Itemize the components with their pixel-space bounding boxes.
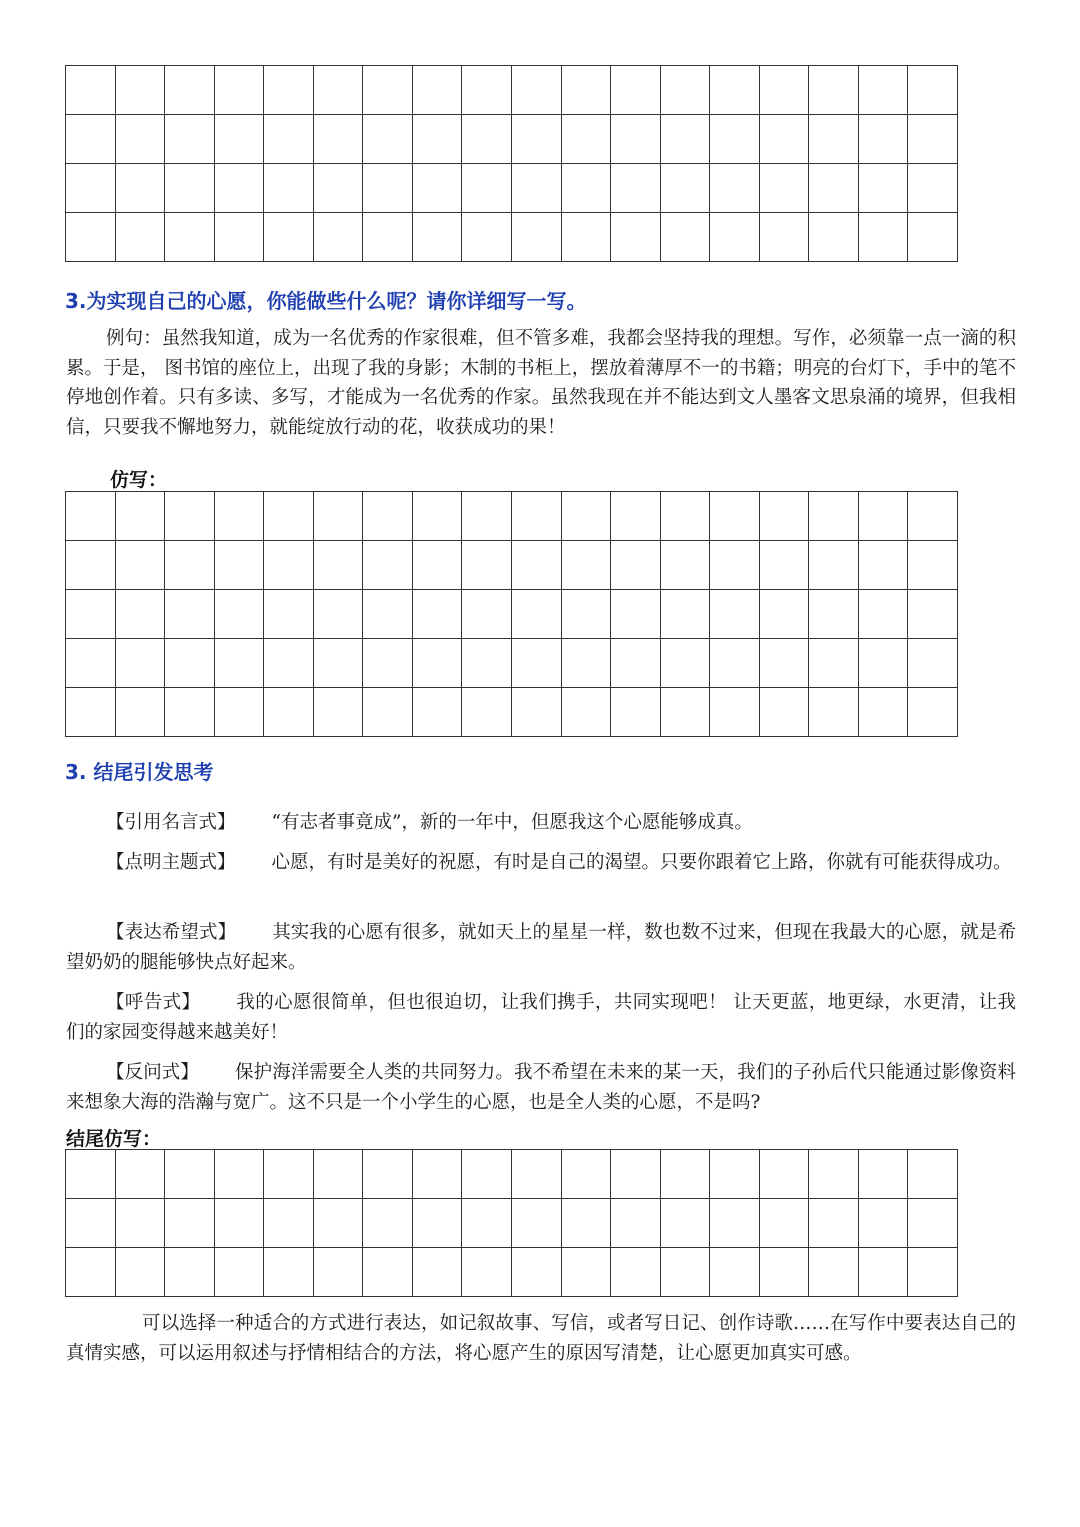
grid-cell[interactable]: [314, 164, 364, 213]
grid-cell[interactable]: [66, 1199, 116, 1248]
grid-cell[interactable]: [363, 1150, 413, 1199]
grid-cell[interactable]: [215, 1199, 265, 1248]
grid-cell[interactable]: [116, 164, 166, 213]
grid-cell[interactable]: [809, 688, 859, 737]
grid-cell[interactable]: [859, 213, 909, 262]
ending-example-tag: 【呼告式】: [106, 992, 201, 1013]
grid-cell[interactable]: [710, 213, 760, 262]
grid-cell[interactable]: [314, 590, 364, 639]
grid-cell[interactable]: [661, 164, 711, 213]
grid-cell[interactable]: [413, 213, 463, 262]
writing-grid-ending[interactable]: [65, 1149, 958, 1297]
grid-cell[interactable]: [215, 590, 265, 639]
section-heading-wish-action: 3.为实现自己的心愿，你能做些什么呢？请你详细写一写。: [65, 289, 587, 313]
grid-cell[interactable]: [314, 639, 364, 688]
grid-cell[interactable]: [314, 688, 364, 737]
grid-cell[interactable]: [710, 541, 760, 590]
grid-cell[interactable]: [116, 1199, 166, 1248]
grid-cell[interactable]: [859, 164, 909, 213]
grid-cell[interactable]: [363, 688, 413, 737]
grid-cell[interactable]: [215, 213, 265, 262]
grid-cell[interactable]: [363, 213, 413, 262]
grid-cell[interactable]: [859, 688, 909, 737]
grid-cell[interactable]: [661, 115, 711, 164]
grid-cell[interactable]: [413, 115, 463, 164]
grid-cell[interactable]: [314, 1199, 364, 1248]
grid-cell[interactable]: [165, 492, 215, 541]
grid-cell[interactable]: [116, 590, 166, 639]
grid-cell[interactable]: [710, 590, 760, 639]
grid-cell[interactable]: [512, 541, 562, 590]
grid-cell[interactable]: [363, 1199, 413, 1248]
grid-cell[interactable]: [413, 1248, 463, 1297]
grid-cell[interactable]: [165, 66, 215, 115]
grid-cell[interactable]: [611, 1150, 661, 1199]
grid-cell[interactable]: [165, 590, 215, 639]
grid-cell[interactable]: [462, 639, 512, 688]
grid-cell[interactable]: [66, 213, 116, 262]
ending-example-tag: 【点明主题式】: [106, 852, 236, 873]
grid-cell[interactable]: [413, 541, 463, 590]
grid-cell[interactable]: [363, 492, 413, 541]
grid-cell[interactable]: [215, 541, 265, 590]
grid-cell[interactable]: [661, 639, 711, 688]
grid-cell[interactable]: [809, 213, 859, 262]
grid-cell[interactable]: [512, 639, 562, 688]
grid-cell[interactable]: [562, 492, 612, 541]
grid-cell[interactable]: [264, 590, 314, 639]
grid-cell[interactable]: [809, 541, 859, 590]
grid-cell[interactable]: [264, 492, 314, 541]
grid-cell[interactable]: [512, 66, 562, 115]
grid-cell[interactable]: [314, 115, 364, 164]
grid-cell[interactable]: [462, 688, 512, 737]
grid-cell[interactable]: [462, 66, 512, 115]
grid-cell[interactable]: [562, 1199, 612, 1248]
grid-cell[interactable]: [908, 590, 958, 639]
grid-cell[interactable]: [314, 1150, 364, 1199]
grid-cell[interactable]: [908, 541, 958, 590]
grid-cell[interactable]: [363, 1248, 413, 1297]
grid-cell[interactable]: [760, 164, 810, 213]
grid-cell[interactable]: [66, 164, 116, 213]
grid-cell[interactable]: [165, 1199, 215, 1248]
grid-cell[interactable]: [462, 115, 512, 164]
grid-cell[interactable]: [215, 492, 265, 541]
grid-cell[interactable]: [66, 492, 116, 541]
ending-imitate-label: 结尾仿写：: [66, 1128, 162, 1150]
grid-cell[interactable]: [859, 590, 909, 639]
grid-cell[interactable]: [611, 115, 661, 164]
grid-cell[interactable]: [462, 590, 512, 639]
grid-cell[interactable]: [809, 115, 859, 164]
grid-cell[interactable]: [562, 639, 612, 688]
grid-cell[interactable]: [462, 1248, 512, 1297]
grid-cell[interactable]: [562, 688, 612, 737]
section-heading-ending: 3. 结尾引发思考: [65, 760, 214, 784]
grid-cell[interactable]: [165, 1248, 215, 1297]
grid-cell[interactable]: [611, 541, 661, 590]
grid-cell[interactable]: [413, 688, 463, 737]
grid-cell[interactable]: [611, 492, 661, 541]
grid-cell[interactable]: [116, 492, 166, 541]
ending-example-tag: 【反问式】: [106, 1062, 199, 1083]
grid-cell[interactable]: [661, 1199, 711, 1248]
grid-cell[interactable]: [760, 66, 810, 115]
ending-example-tag: 【引用名言式】: [106, 812, 236, 833]
grid-cell[interactable]: [908, 66, 958, 115]
grid-cell[interactable]: [661, 1150, 711, 1199]
grid-cell[interactable]: [264, 164, 314, 213]
grid-cell[interactable]: [264, 213, 314, 262]
grid-cell[interactable]: [562, 66, 612, 115]
grid-cell[interactable]: [809, 66, 859, 115]
grid-cell[interactable]: [66, 590, 116, 639]
grid-cell[interactable]: [462, 541, 512, 590]
grid-cell[interactable]: [710, 164, 760, 213]
grid-cell[interactable]: [760, 115, 810, 164]
grid-cell[interactable]: [512, 688, 562, 737]
grid-cell[interactable]: [859, 1150, 909, 1199]
grid-cell[interactable]: [363, 115, 413, 164]
grid-cell[interactable]: [760, 213, 810, 262]
grid-cell[interactable]: [611, 213, 661, 262]
grid-cell[interactable]: [165, 1150, 215, 1199]
grid-cell[interactable]: [760, 1248, 810, 1297]
grid-cell[interactable]: [859, 541, 909, 590]
grid-cell[interactable]: [760, 1199, 810, 1248]
grid-cell[interactable]: [66, 688, 116, 737]
grid-cell[interactable]: [165, 541, 215, 590]
grid-cell[interactable]: [661, 213, 711, 262]
grid-cell[interactable]: [264, 541, 314, 590]
grid-cell[interactable]: [611, 639, 661, 688]
grid-cell[interactable]: [264, 115, 314, 164]
grid-cell[interactable]: [363, 639, 413, 688]
grid-cell[interactable]: [66, 541, 116, 590]
grid-cell[interactable]: [363, 541, 413, 590]
grid-cell[interactable]: [215, 66, 265, 115]
grid-cell[interactable]: [809, 590, 859, 639]
ending-example-text: 心愿，有时是美好的祝愿，有时是自己的渴望。只要你跟着它上路，你就有可能获得成功。: [271, 852, 1012, 873]
grid-cell[interactable]: [710, 492, 760, 541]
grid-cell[interactable]: [116, 213, 166, 262]
grid-cell[interactable]: [760, 688, 810, 737]
grid-cell[interactable]: [760, 1150, 810, 1199]
grid-cell[interactable]: [165, 115, 215, 164]
grid-cell[interactable]: [264, 1199, 314, 1248]
imitate-label: 仿写：: [110, 469, 168, 491]
grid-cell[interactable]: [512, 164, 562, 213]
grid-cell[interactable]: [661, 688, 711, 737]
grid-cell[interactable]: [859, 492, 909, 541]
grid-cell[interactable]: [462, 213, 512, 262]
grid-cell[interactable]: [314, 1248, 364, 1297]
ending-example-tag: 【表达希望式】: [106, 922, 237, 943]
grid-cell[interactable]: [314, 66, 364, 115]
grid-cell[interactable]: [562, 590, 612, 639]
grid-cell[interactable]: [710, 66, 760, 115]
grid-cell[interactable]: [562, 213, 612, 262]
grid-cell[interactable]: [710, 1199, 760, 1248]
grid-cell[interactable]: [215, 1248, 265, 1297]
grid-cell[interactable]: [512, 1150, 562, 1199]
grid-cell[interactable]: [215, 1150, 265, 1199]
ending-example-quote: [66, 808, 1016, 838]
grid-cell[interactable]: [264, 639, 314, 688]
grid-cell[interactable]: [908, 164, 958, 213]
grid-cell[interactable]: [363, 66, 413, 115]
grid-cell[interactable]: [611, 66, 661, 115]
grid-cell[interactable]: [562, 115, 612, 164]
grid-cell[interactable]: [116, 115, 166, 164]
grid-cell[interactable]: [908, 688, 958, 737]
grid-cell[interactable]: [760, 590, 810, 639]
grid-cell[interactable]: [760, 541, 810, 590]
summary-paragraph: 可以选择一种适合的方式进行表达，如记叙故事、写信，或者写日记、创作诗歌……在写作中要表达自己的真情实感，可以运用叙述与抒情相结合的方法，将心愿产生的原因写清楚，让心愿更加真实可感。: [66, 1313, 1016, 1364]
ending-example-rhetorical: [66, 1058, 1016, 1117]
grid-cell[interactable]: [562, 1150, 612, 1199]
grid-cell[interactable]: [413, 639, 463, 688]
grid-cell[interactable]: [611, 1248, 661, 1297]
grid-cell[interactable]: [314, 541, 364, 590]
grid-cell[interactable]: [512, 213, 562, 262]
ending-example-text: “有志者事竟成”，新的一年中，但愿我这个心愿能够成真。: [271, 812, 753, 833]
grid-cell[interactable]: [562, 1248, 612, 1297]
grid-cell[interactable]: [165, 688, 215, 737]
grid-cell[interactable]: [760, 492, 810, 541]
grid-cell[interactable]: [611, 590, 661, 639]
grid-cell[interactable]: [908, 492, 958, 541]
grid-cell[interactable]: [661, 590, 711, 639]
grid-cell[interactable]: [908, 213, 958, 262]
grid-cell[interactable]: [264, 1150, 314, 1199]
grid-cell[interactable]: [215, 115, 265, 164]
grid-cell[interactable]: [661, 541, 711, 590]
grid-cell[interactable]: [165, 639, 215, 688]
grid-cell[interactable]: [66, 66, 116, 115]
grid-cell[interactable]: [66, 639, 116, 688]
grid-cell[interactable]: [809, 492, 859, 541]
grid-cell[interactable]: [512, 492, 562, 541]
grid-cell[interactable]: [512, 115, 562, 164]
grid-cell[interactable]: [809, 1248, 859, 1297]
grid-cell[interactable]: [215, 688, 265, 737]
grid-cell[interactable]: [116, 66, 166, 115]
grid-cell[interactable]: [264, 66, 314, 115]
grid-cell[interactable]: [165, 213, 215, 262]
grid-cell[interactable]: [462, 1199, 512, 1248]
grid-cell[interactable]: [908, 115, 958, 164]
grid-cell[interactable]: [413, 1150, 463, 1199]
ending-example-appeal: [66, 988, 1016, 1047]
ending-example-theme: [66, 848, 1016, 878]
grid-cell[interactable]: [859, 1248, 909, 1297]
grid-cell[interactable]: [314, 213, 364, 262]
grid-cell[interactable]: [710, 1150, 760, 1199]
grid-cell[interactable]: [908, 1150, 958, 1199]
grid-cell[interactable]: [661, 1248, 711, 1297]
grid-cell[interactable]: [562, 541, 612, 590]
ending-example-text: 其实我的心愿有很多，就如天上的星星一样，数也数不过来，但现在我最大的心愿，就是希望奶奶的腿能够快点好起来。: [66, 922, 1016, 973]
grid-cell[interactable]: [215, 639, 265, 688]
example-paragraph: 例句：虽然我知道，成为一名优秀的作家很难，但不管多难，我都会坚持我的理想。写作，必须靠一点一滴的积累。于是， 图书馆的座位上，出现了我的身影；木制的书柜上，摆放着薄厚不一的书籍；明亮的台灯下，手中的笔不停地创作着。只有多读、多写，才能成为一名优秀的作家。虽然我现在并不能达到文人墨客文思泉涌的境界，但我相信，只要我不懈地努力，就能绽放行动的花，收获成功的果！: [66, 328, 1016, 438]
grid-cell[interactable]: [116, 541, 166, 590]
grid-cell[interactable]: [462, 1150, 512, 1199]
writing-grid-top[interactable]: [65, 65, 958, 262]
grid-cell[interactable]: [462, 492, 512, 541]
grid-cell[interactable]: [760, 639, 810, 688]
grid-cell[interactable]: [363, 590, 413, 639]
grid-cell[interactable]: [908, 639, 958, 688]
grid-cell[interactable]: [710, 115, 760, 164]
grid-cell[interactable]: [66, 115, 116, 164]
grid-cell[interactable]: [710, 639, 760, 688]
grid-cell[interactable]: [413, 164, 463, 213]
grid-cell[interactable]: [611, 688, 661, 737]
grid-cell[interactable]: [165, 164, 215, 213]
grid-cell[interactable]: [512, 590, 562, 639]
ending-example-text: 我的心愿很简单，但也很迫切，让我们携手，共同实现吧！ 让天更蓝，地更绿，水更清，让我们的家园变得越来越美好！: [66, 992, 1016, 1043]
grid-cell[interactable]: [661, 492, 711, 541]
ending-example-hope: [66, 918, 1016, 977]
grid-cell[interactable]: [859, 115, 909, 164]
grid-cell[interactable]: [710, 688, 760, 737]
grid-cell[interactable]: [264, 688, 314, 737]
writing-grid-imitate[interactable]: [65, 491, 958, 737]
grid-cell[interactable]: [908, 1248, 958, 1297]
ending-example-text: 保护海洋需要全人类的共同努力。我不希望在未来的某一天，我们的子孙后代只能通过影像资料来想象大海的浩瀚与宽广。这不只是一个小学生的心愿，也是全人类的心愿，不是吗?: [66, 1062, 1016, 1113]
grid-cell[interactable]: [116, 639, 166, 688]
grid-cell[interactable]: [66, 1150, 116, 1199]
grid-cell[interactable]: [462, 164, 512, 213]
grid-cell[interactable]: [413, 66, 463, 115]
grid-cell[interactable]: [413, 590, 463, 639]
grid-cell[interactable]: [413, 1199, 463, 1248]
grid-cell[interactable]: [66, 1248, 116, 1297]
grid-cell[interactable]: [215, 164, 265, 213]
grid-cell[interactable]: [512, 1248, 562, 1297]
grid-cell[interactable]: [809, 164, 859, 213]
grid-cell[interactable]: [116, 1150, 166, 1199]
grid-cell[interactable]: [859, 66, 909, 115]
grid-cell[interactable]: [859, 1199, 909, 1248]
grid-cell[interactable]: [116, 688, 166, 737]
grid-cell[interactable]: [809, 1199, 859, 1248]
grid-cell[interactable]: [809, 1150, 859, 1199]
grid-cell[interactable]: [264, 1248, 314, 1297]
grid-cell[interactable]: [512, 1199, 562, 1248]
grid-cell[interactable]: [611, 164, 661, 213]
grid-cell[interactable]: [661, 66, 711, 115]
grid-cell[interactable]: [809, 639, 859, 688]
grid-cell[interactable]: [413, 492, 463, 541]
grid-cell[interactable]: [710, 1248, 760, 1297]
grid-cell[interactable]: [363, 164, 413, 213]
grid-cell[interactable]: [314, 492, 364, 541]
grid-cell[interactable]: [859, 639, 909, 688]
grid-cell[interactable]: [562, 164, 612, 213]
grid-cell[interactable]: [116, 1248, 166, 1297]
grid-cell[interactable]: [611, 1199, 661, 1248]
grid-cell[interactable]: [908, 1199, 958, 1248]
